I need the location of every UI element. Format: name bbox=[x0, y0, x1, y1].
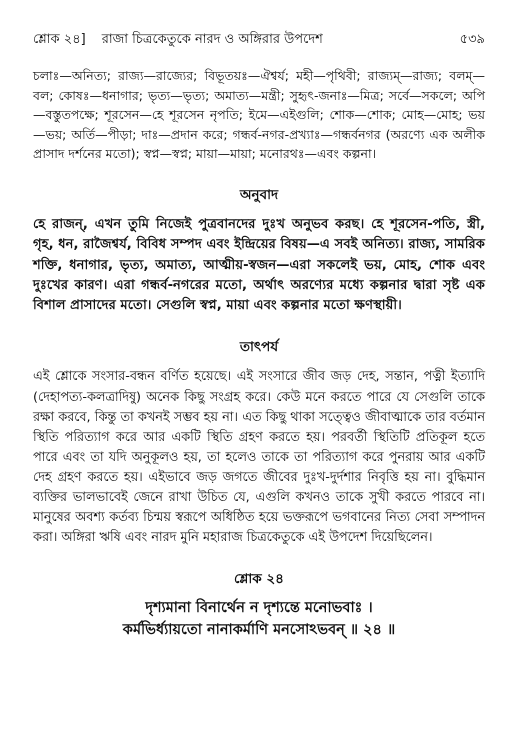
verse-line-2: কর্মভির্ধ্যায়তো নানাকর্মাণি মনসোঽভবন্ ॥ ২৪ ॥ bbox=[122, 622, 396, 639]
book-page bbox=[33, 30, 485, 641]
purport-text: এই শ্লোকে সংসার-বন্ধন বর্ণিত হয়েছে। এই সংসারে জীব জড় দেহ, সন্তান, পত্নী ইত্যাদি (দেহাপত্য-কলত্রাদিষু) অনেক কিছু সংগ্রহ করে। কেউ মনে করতে পারে যে সেগুলি তাকে রক্ষা করবে, কিন্তু তা কখনই সম্ভব হয় না। এত কিছু থাকা সত্ত্বেও জীবাত্মাকে তার বর্তমান স্থিতি পরিত্যাগ করে আর একটি স্থিতি গ্রহণ করতে হয়। পরবর্তী স্থিতিটি প্রতিকূল হতে পারে এবং তা যদি অনুকূলও হয়, তা হলেও তাকে তা পরিত্যাগ করে পুনরায় আর একটি দেহ গ্রহণ করতে হয়। এইভাবে জড় জগতে জীবের দুঃখ-দুর্দশার নিবৃত্তি হয় না। বুদ্ধিমান ব্যক্তির ভালভাবেই জেনে রাখা উচিত যে, এগুলি কখনও তাকে সুখী করতে পারবে না। মানুষের অবশ্য কর্তব্য চিন্ময় স্বরূপে অধিষ্ঠিত হয়ে ভক্তরূপে ভগবানের নিত্য সেবা সম্পাদন করা। অঙ্গিরা ঋষি এবং নারদ মুনি মহারাজ চিত্রকেতুকে এই উপদেশ দিয়েছিলেন। bbox=[33, 369, 485, 546]
verse-line-1: দৃশ্যমানা বিনার্থেন ন দৃশ্যন্তে মনোভবাঃ । bbox=[145, 600, 373, 617]
translation-text: হে রাজন্, এখন তুমি নিজেই পুত্রবানদের দুঃখ অনুভব করছ। হে শূরসেন-পতি, স্ত্রী, গৃহ, ধন, রাজৈশ্বর্য, বিবিধ সম্পদ এবং ইন্দ্রিয়ের বিষয়—এ সবই অনিত্য। রাজ্য, সামরিক শক্তি, ধনাগার, ভৃত্য, অমাত্য, আত্মীয়-স্বজন—এরা সকলেই ভয়, মোহ, শোক এবং দুঃখের কারণ। এরা গন্ধর্ব-নগরের মতো, অর্থাৎ অরণ্যের মধ্যে কল্পনার দ্বারা সৃষ্ট এক বিশাল প্রাসাদের মতো। সেগুলি স্বপ্ন, মায়া এবং কল্পনার মতো ক্ষণস্থায়ী। bbox=[33, 216, 485, 314]
verse-reference: শ্লোক ২৪] bbox=[33, 32, 86, 47]
page-number: ৫৩৯ bbox=[459, 32, 485, 47]
word-for-word-glossary bbox=[33, 66, 485, 164]
running-header bbox=[33, 30, 485, 52]
verse-heading: শ্লোক ২৪ bbox=[234, 571, 284, 588]
chapter-title: রাজা চিত্রকেতুকে নারদ ও অঙ্গিরার উপদেশ bbox=[101, 32, 323, 47]
glossary-paragraph: চলাঃ—অনিত্য; রাজ্য—রাজ্যের; বিভূতয়ঃ—ঐশ্বর্য; মহী—পৃথিবী; রাজ্যম্—রাজ্য; বলম্—বল; কোষঃ—ধনাগার; ভৃত্য—ভৃত্য; অমাত্য—মন্ত্রী; সুহৃৎ-জনাঃ—মিত্র; সর্বে—সকলে; অপি—বস্তুতপক্ষে; শূরসেন—হে শূরসেন নৃপতি; ইমে—এইগুলি; শোক—শোক; মোহ—মোহ; ভয়—ভয়; অর্তি—পীড়া; দাঃ—প্রদান করে; গন্ধর্ব-নগর-প্রখ্যাঃ—গন্ধর্বনগর (অরণ্যে এক অলীক প্রাসাদ দর্শনের মতো); স্বপ্ন—স্বপ্ন; মায়া—মায়া; মনোরথঃ—এবং কল্পনা। bbox=[33, 68, 485, 162]
purport-heading: তাৎপর্য bbox=[239, 339, 279, 356]
translation-heading: অনুবাদ bbox=[239, 186, 279, 203]
header-left bbox=[33, 30, 323, 51]
